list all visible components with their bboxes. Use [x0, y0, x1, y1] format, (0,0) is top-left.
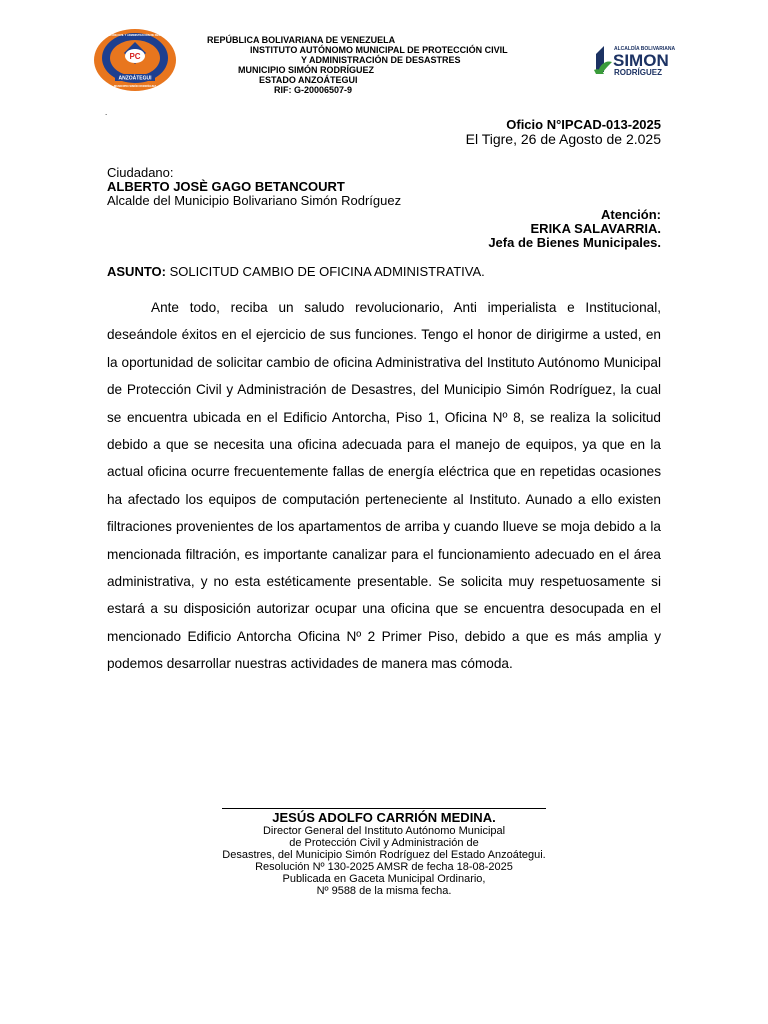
- oficio-date: El Tigre, 26 de Agosto de 2.025: [465, 131, 661, 147]
- proteccion-civil-logo: [93, 28, 177, 92]
- subject-label: ASUNTO:: [107, 264, 166, 279]
- attention-title: Jefa de Bienes Municipales.: [488, 235, 661, 250]
- svg-text:ANZOÁTEGUI: ANZOÁTEGUI: [118, 75, 152, 82]
- signatory-title-line-1: Director General del Instituto Autónomo Municipal: [262, 825, 506, 837]
- svg-text:PC: PC: [129, 52, 141, 61]
- attention-label: Atención:: [601, 207, 661, 222]
- svg-text:SIMON: SIMON: [613, 51, 669, 70]
- svg-text:RODRÍGUEZ: RODRÍGUEZ: [614, 68, 662, 77]
- signatory-gazette-number: Nº 9588 de la misma fecha.: [316, 885, 452, 897]
- subject-line: [107, 264, 485, 279]
- alcaldia-simon-rodriguez-logo: [592, 40, 688, 80]
- signatory-name: JESÚS ADOLFO CARRIÓN MEDINA.: [272, 810, 496, 825]
- oficio-number: Oficio N°IPCAD-013-2025: [506, 117, 661, 132]
- signatory-gazette: Publicada en Gaceta Municipal Ordinario,: [282, 873, 486, 885]
- header-line-republica: REPÚBLICA BOLIVARIANA DE VENEZUELA: [207, 35, 396, 45]
- attention-name: ERIKA SALAVARRIA.: [530, 221, 661, 236]
- signatory-resolution: Resolución Nº 130-2025 AMSR de fecha 18-08-2025: [255, 861, 513, 873]
- svg-text:ALCALDÍA BOLIVARIANA: ALCALDÍA BOLIVARIANA: [614, 46, 676, 52]
- signature-line: [222, 808, 546, 809]
- header-line-estado: ESTADO ANZOÁTEGUI: [259, 75, 358, 85]
- subject-text: SOLICITUD CAMBIO DE OFICINA ADMINISTRATIVA.: [165, 264, 485, 279]
- body-paragraph: Ante todo, reciba un saludo revolucionario, Anti imperialista e Institucional, deseándole éxitos en el ejercicio de sus funciones. Tengo el honor de dirigirme a usted, en la oportunidad de solicitar cambio de oficina Administrativa del Instituto Autónomo Municipal de Protección Civil y Administración de Desastres, del Municipio Simón Rodríguez, la cual se encuentra ubicada en el Edificio Antorcha, Piso 1, Oficina Nº 8, se realiza la solicitud debido a que se necesita una oficina adecuada para el manejo de equipos, ya que en la actual oficina ocurre frecuentemente fallas de energía eléctrica que en repetidas ocasiones ha afectado los equipos de computación perteneciente al Instituto. Aunado a ello existen filtraciones provenientes de los apartamentos de arriba y cuando llueve se moja debido a la mencionada filtración, es importante canalizar para el funcionamiento adecuado en el área administrativa, y no esta estéticamente presentable. Se solicita muy respetuosamente si estará a su disposición autorizar ocupar una oficina que se encuentra desocupada en el mencionado Edificio Antorcha Oficina Nº 2 Primer Piso, debido a que es más amplia y podemos desarrollar nuestras actividades de manera mas cómoda.: [107, 300, 661, 672]
- header-line-administracion: Y ADMINISTRACIÓN DE DESASTRES: [301, 55, 461, 65]
- svg-text:MUNICIPIO SIMÓN RODRÍGUEZ: MUNICIPIO SIMÓN RODRÍGUEZ: [113, 84, 157, 88]
- letter-body: [107, 294, 661, 678]
- header-line-rif: RIF: G-20006507-9: [274, 85, 353, 95]
- header-line-municipio: MUNICIPIO SIMÓN RODRÍGUEZ: [238, 65, 375, 75]
- signatory-title-line-3: Desastres, del Municipio Simón Rodríguez del Estado Anzoátegui.: [222, 849, 546, 861]
- signatory-title-line-2: de Protección Civil y Administración de: [289, 837, 479, 849]
- recipient-salutation: Ciudadano:: [107, 165, 174, 180]
- header-line-instituto: INSTITUTO AUTÓNOMO MUNICIPAL DE PROTECCIÓN CIVIL: [250, 45, 508, 55]
- recipient-name: ALBERTO JOSÈ GAGO BETANCOURT: [107, 179, 345, 194]
- svg-text:PROTECCIÓN CIVIL Y ADMINISTRAC: PROTECCIÓN CIVIL Y ADMINISTRACIÓN DE DESASTRES: [99, 34, 171, 37]
- recipient-title: Alcalde del Municipio Bolivariano Simón Rodríguez: [107, 193, 402, 208]
- stray-dot: .: [105, 108, 108, 117]
